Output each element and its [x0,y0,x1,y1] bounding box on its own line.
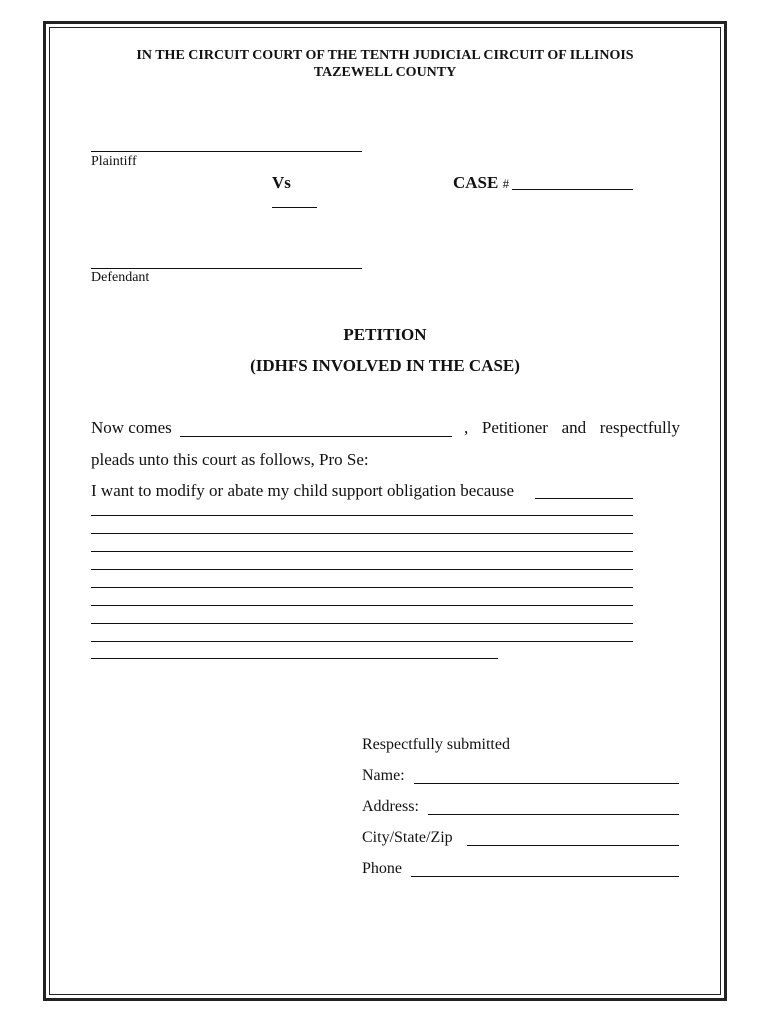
reason-line-9[interactable] [91,658,498,659]
defendant-label: Defendant [91,270,150,285]
now-comes-text: Now comes [91,418,172,437]
name-label: Name: [362,767,405,784]
petitioner-text: , Petitioner and respectfully [464,418,680,437]
pleads-text: pleads unto this court as follows, Pro Se: [91,450,369,469]
reason-line-0[interactable] [535,498,633,499]
vs-label: Vs [272,173,291,192]
petition-title: PETITION [343,325,427,344]
respectfully-submitted: Respectfully submitted [362,736,510,753]
page-border-inner [49,27,721,995]
case-number-label [453,173,509,193]
court-header-line-2: TAZEWELL COUNTY [313,65,457,80]
case-label-text: CASE [453,173,499,192]
case-number-line[interactable] [512,189,633,190]
modify-text: I want to modify or abate my child support obligation because [91,481,515,500]
petition-subtitle: (IDHFS INVOLVED IN THE CASE) [250,356,520,375]
address-label: Address: [362,798,419,815]
reason-line-6[interactable] [91,605,633,606]
vs-underline [272,207,317,208]
defendant-name-line[interactable] [91,268,362,269]
reason-line-3[interactable] [91,551,633,552]
reason-line-5[interactable] [91,587,633,588]
reason-line-7[interactable] [91,623,633,624]
plaintiff-label: Plaintiff [91,154,137,169]
petitioner-name-line[interactable] [180,436,452,437]
phone-line[interactable] [411,876,679,877]
phone-label: Phone [362,860,402,877]
plaintiff-name-line[interactable] [91,151,362,152]
city-state-zip-line[interactable] [467,845,679,846]
reason-line-4[interactable] [91,569,633,570]
case-hash: # [502,176,510,191]
reason-line-8[interactable] [91,641,633,642]
city-state-zip-label: City/State/Zip [362,829,453,846]
name-line[interactable] [414,783,679,784]
reason-line-1[interactable] [91,515,633,516]
court-header [60,47,710,81]
address-line[interactable] [428,814,679,815]
court-header-line-1: IN THE CIRCUIT COURT OF THE TENTH JUDICIAL CIRCUIT OF ILLINOIS [136,48,634,63]
reason-line-2[interactable] [91,533,633,534]
